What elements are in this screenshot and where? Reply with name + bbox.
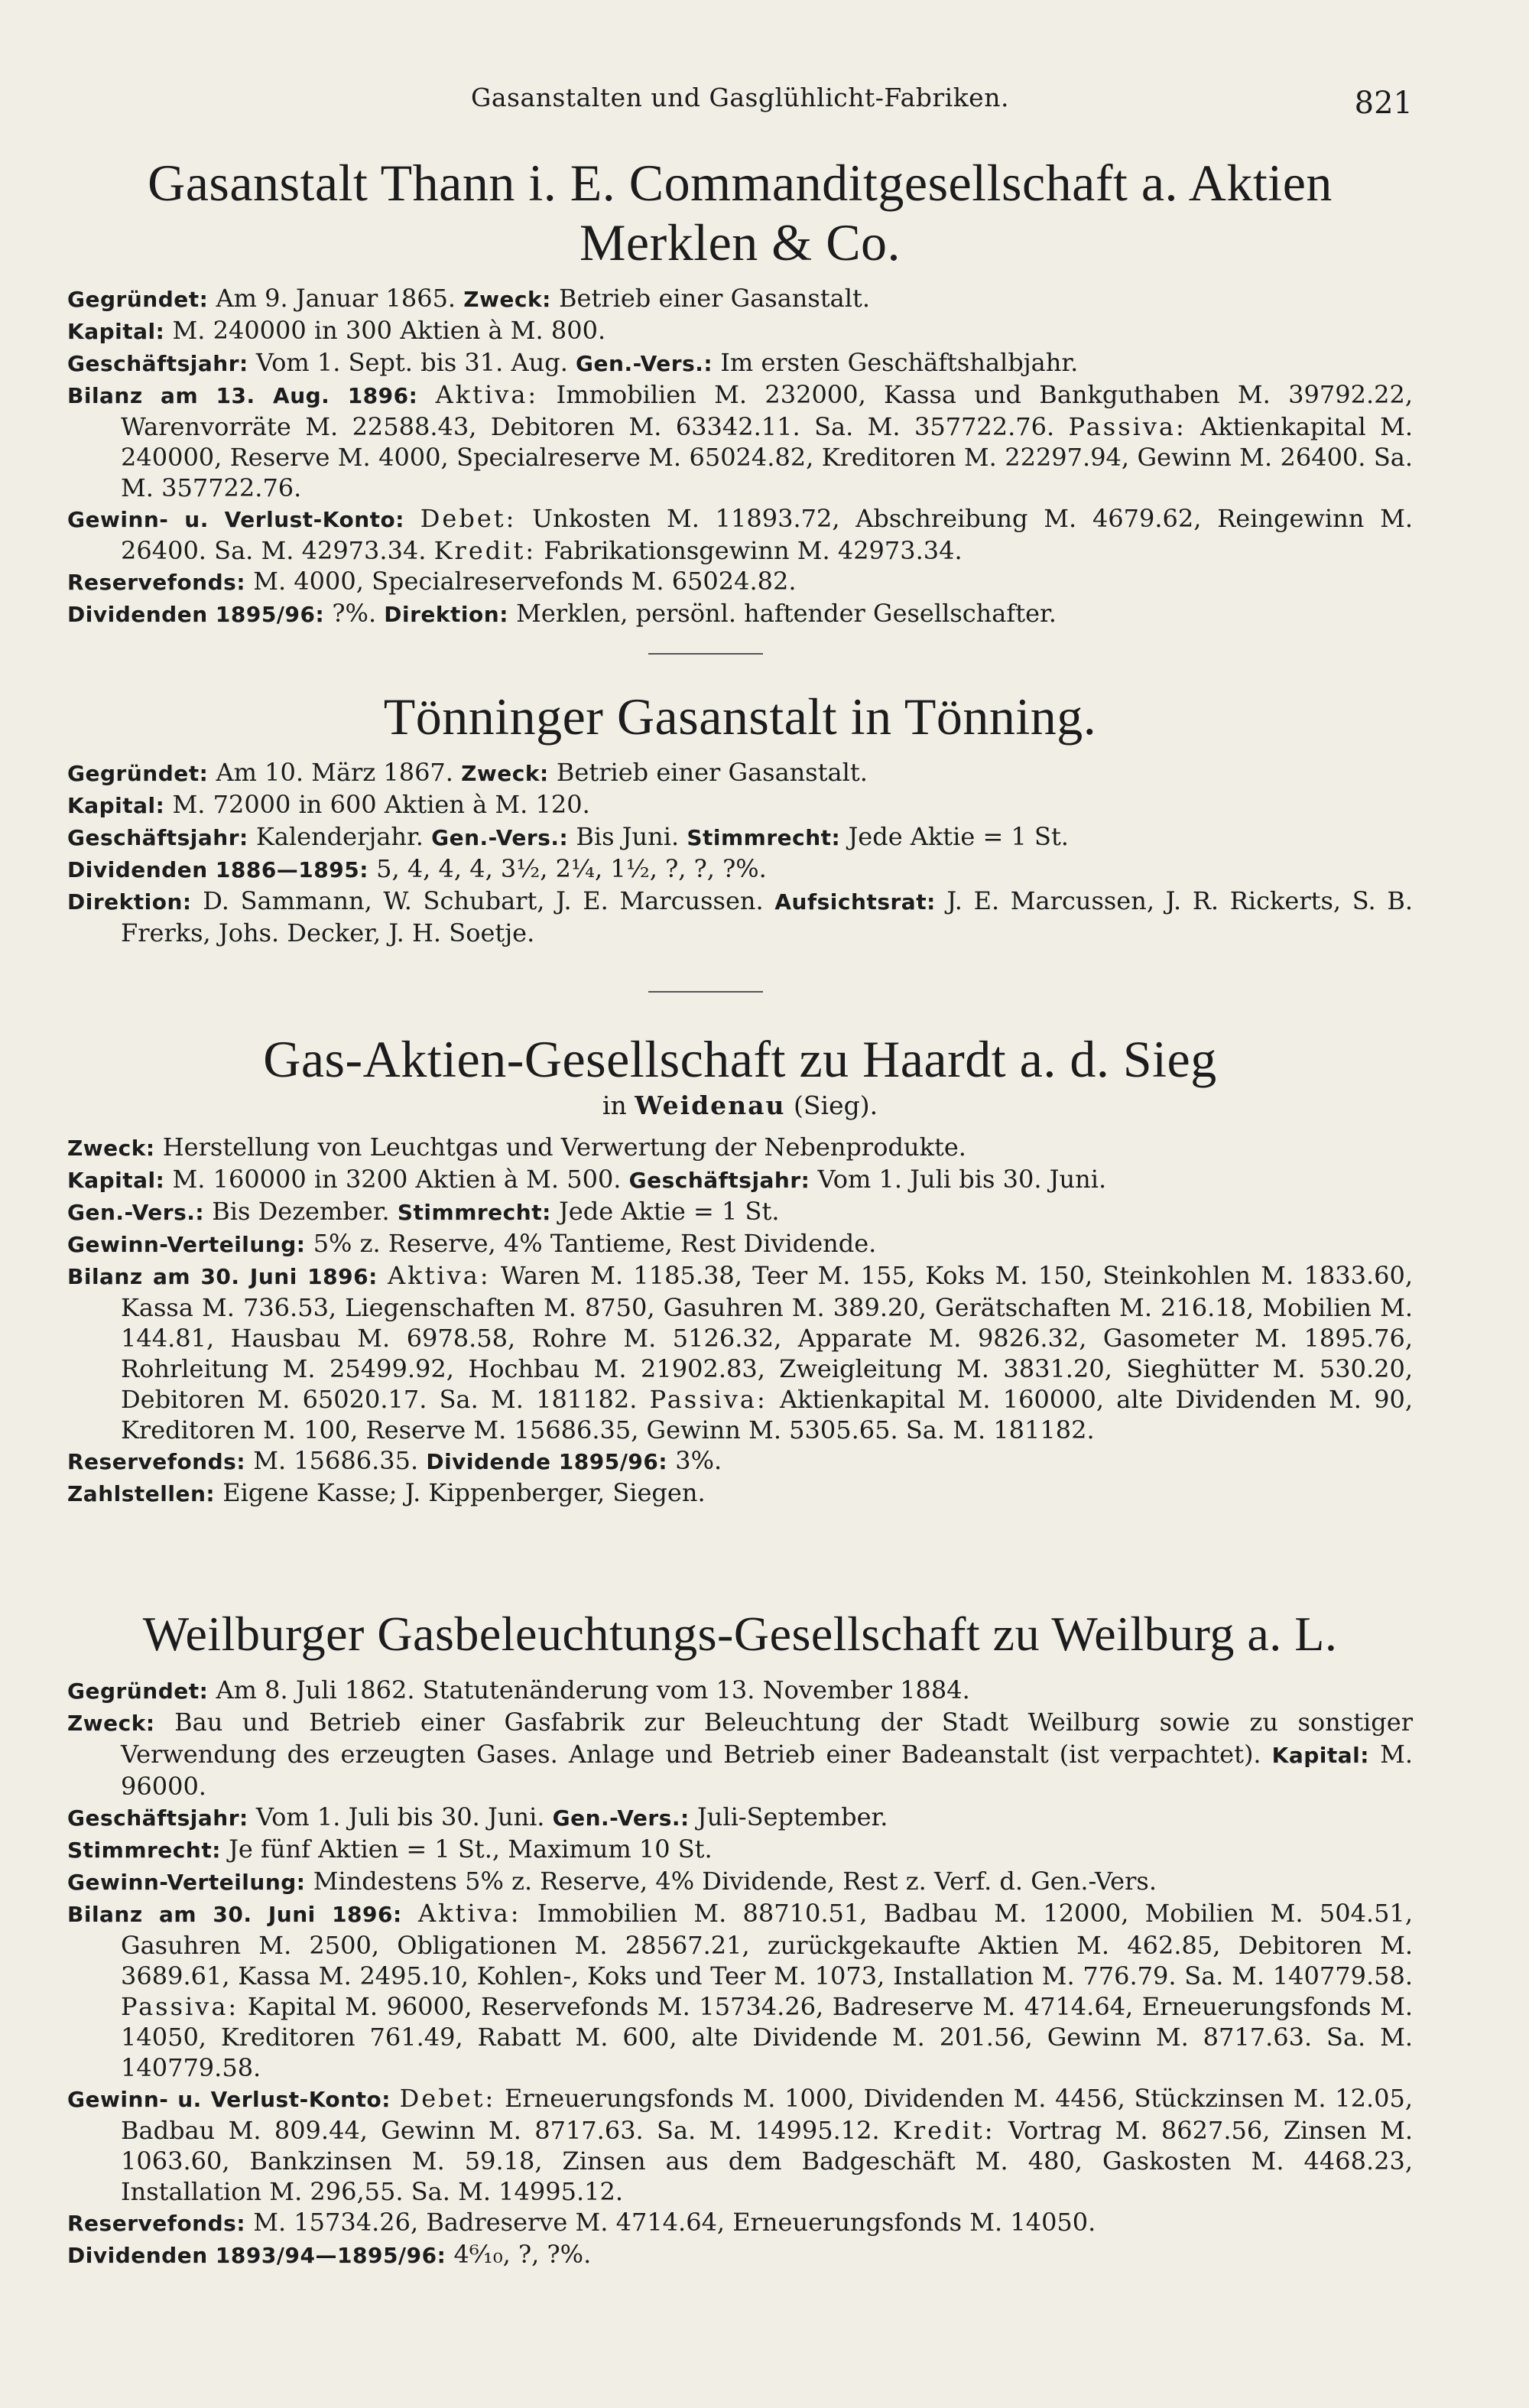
entry-sublabel: Passiva: xyxy=(1068,412,1187,441)
entry-text: M. 96000. xyxy=(121,1740,1413,1801)
entry-paragraph xyxy=(67,1477,1413,1509)
entry-label: Aufsichtsrat: xyxy=(774,889,936,915)
entry-text: Jede Aktie = 1 St. xyxy=(840,822,1069,851)
entry-label: Gen.-Vers.: xyxy=(67,1200,205,1225)
entry-text xyxy=(417,380,435,409)
page-number: 821 xyxy=(1354,86,1413,121)
entry-text: Jede Aktie = 1 St. xyxy=(550,1197,780,1226)
company-details xyxy=(67,1132,1413,1509)
entry-text: Betrieb einer Gasanstalt. xyxy=(548,758,868,787)
company-location xyxy=(67,1090,1413,1121)
entry-label: Direktion: xyxy=(384,602,508,627)
entry-text: Bau und Betrieb einer Gasfabrik zur Beleuchtung der Stadt Weilburg sowie zu sonstiger Verwendung des erzeugten Gases. Anlage und Betrieb einer Badeanstalt (ist verpachtet). xyxy=(121,1708,1413,1769)
entry-text: Bis Juni. xyxy=(568,822,687,851)
company-details xyxy=(67,757,1413,948)
location-prefix: in xyxy=(602,1090,635,1120)
entry-paragraph xyxy=(67,566,1413,598)
entry-label: Gewinn-Verteilung: xyxy=(67,1232,306,1257)
entry-text: Vom 1. Juli bis 30. Juni. xyxy=(248,1802,553,1831)
entry-text: Am 9. Januar 1865. xyxy=(208,284,464,313)
entry-text: Im ersten Geschäftshalbjahr. xyxy=(713,348,1079,377)
entry-paragraph xyxy=(67,1164,1413,1196)
entry-text: Vom 1. Juli bis 30. Juni. xyxy=(810,1165,1107,1194)
entry-sublabel: Kredit: xyxy=(433,536,537,565)
entry-label: Zweck: xyxy=(461,761,549,786)
entry-paragraph xyxy=(67,1196,1413,1228)
entry-label: Bilanz am 30. Juni 1896: xyxy=(67,1264,378,1289)
entry-sublabel: Passiva: xyxy=(649,1385,768,1414)
entry-text: Mindestens 5% z. Reserve, 4% Dividende, Rest z. Verf. d. Gen.-Vers. xyxy=(305,1867,1157,1896)
entry-sublabel: Debet: xyxy=(399,2084,496,2113)
entry-text: Aktienkapital M. 160000, alte Dividenden M. 90, Kreditoren M. 100, Reserve M. 15686.35, Gewinn M. 5305.65. Sa. M. 181182. xyxy=(121,1385,1414,1444)
entry-text: Vortrag M. 8627.56, Zinsen M. 1063.60, Bankzinsen M. 59.18, Zinsen aus dem Badgeschäft M. 480, Gaskosten M. 4468.23, Installation M. 296,55. Sa. M. 14995.12. xyxy=(121,2116,1414,2206)
company-details xyxy=(67,283,1413,630)
company-title-line2: Merklen & Co. xyxy=(579,213,901,271)
entry-label: Stimmrecht: xyxy=(397,1200,551,1225)
entry-label: Direktion: xyxy=(67,889,192,915)
company-title: Tönninger Gasanstalt in Tönning. xyxy=(383,687,1097,746)
entry-text: Am 10. März 1867. xyxy=(208,758,462,787)
entry-label: Kapital: xyxy=(67,1168,165,1193)
entry-sublabel: Aktiva: xyxy=(388,1261,491,1290)
entry-label: Dividenden 1893/94—1895/96: xyxy=(67,2243,446,2268)
entry-label: Zweck: xyxy=(67,1136,155,1161)
entry-label: Geschäftsjahr: xyxy=(628,1168,810,1193)
entry-paragraph xyxy=(67,1260,1413,1445)
entry-label: Reservefonds: xyxy=(67,570,246,595)
entry-text: Waren M. 1185.38, Teer M. 155, Koks M. 150, Steinkohlen M. 1833.60, Kassa M. 736.53, Liegenschaften M. 8750, Gasuhren M. 389.20, Gerätschaften M. 216.18, Mobilien M. 144.81, Hausbau M. 6978.58, Rohre M. 5126.32, Apparate M. 9826.32, Gasometer M. 1895.76, Rohrleitung M. 25499.92, Hochbau M. 21902.83, Zweigleitung M. 3831.20, Sieghütter M. 530.20, Debitoren M. 65020.17. Sa. M. 181182. xyxy=(121,1261,1414,1414)
entry-label: Dividende 1895/96: xyxy=(426,1449,668,1474)
entry-label: Reservefonds: xyxy=(67,1449,246,1474)
entry-sublabel: Aktiva: xyxy=(417,1899,521,1928)
entry-text: Kapital M. 96000, Reservefonds M. 15734.26, Badreserve M. 4714.64, Erneuerungsfonds M. 14050, Kreditoren 761.49, Rabatt M. 600, alte Dividende M. 201.56, Gewinn M. 8717.63. Sa. M. 140779.58. xyxy=(121,1992,1413,2082)
location-suffix: (Sieg). xyxy=(785,1090,878,1120)
entry-text: Aktienkapital M. 240000, Reserve M. 4000, Specialreserve M. 65024.82, Kreditoren M. 22297.94, Gewinn M. 26400. Sa. M. 357722.76. xyxy=(121,412,1414,502)
entry-sublabel: Debet: xyxy=(420,504,517,533)
company-section xyxy=(67,153,1413,630)
entry-paragraph xyxy=(67,315,1413,347)
entry-text xyxy=(391,2084,400,2113)
entry-text: Erneuerungsfonds M. 1000, Dividenden M. 4456, Stückzinsen M. 12.05, Badbau M. 809.44, Gewinn M. 8717.63. Sa. M. 14995.12. xyxy=(121,2084,1414,2145)
entry-text: Am 8. Juli 1862. Statutenänderung vom 13. November 1884. xyxy=(208,1675,970,1704)
entry-paragraph xyxy=(67,1802,1413,1834)
entry-paragraph xyxy=(67,1132,1413,1164)
entry-label: Zweck: xyxy=(67,1711,155,1736)
entry-text: Unkosten M. 11893.72, Abschreibung M. 4679.62, Reingewinn M. 26400. Sa. M. 42973.34. xyxy=(121,504,1414,565)
entry-text: ?%. xyxy=(324,599,385,628)
entry-text: 3%. xyxy=(667,1446,722,1475)
entry-label: Reservefonds: xyxy=(67,2211,246,2236)
entry-label: Kapital: xyxy=(67,319,165,344)
entry-paragraph xyxy=(67,1834,1413,1866)
entry-label: Dividenden 1886—1895: xyxy=(67,857,368,882)
section-divider xyxy=(648,653,763,655)
entry-text: Vom 1. Sept. bis 31. Aug. xyxy=(248,348,576,377)
entry-label: Gen.-Vers.: xyxy=(576,351,713,376)
entry-text: Kalenderjahr. xyxy=(248,822,432,851)
company-title: Weilburger Gasbeleuchtungs-Gesellschaft zu Weilburg a. L. xyxy=(142,1607,1338,1661)
entry-text: Bis Dezember. xyxy=(204,1197,398,1226)
entry-sublabel: Passiva: xyxy=(121,1992,239,2021)
company-title: Gasanstalt Thann i. E. Commanditgesellschaft a. Aktien xyxy=(148,154,1333,212)
entry-paragraph xyxy=(67,1675,1413,1707)
entry-sublabel: Aktiva: xyxy=(435,380,539,409)
company-title: Gas-Aktien-Gesellschaft zu Haardt a. d. Sieg xyxy=(263,1030,1217,1088)
entry-paragraph xyxy=(67,2207,1413,2239)
entry-text: J. E. Marcussen, J. R. Rickerts, S. B. Frerks, Johs. Decker, J. H. Soetje. xyxy=(121,886,1414,947)
entry-paragraph xyxy=(67,886,1413,948)
entry-text: M. 15686.35. xyxy=(245,1446,427,1475)
entry-paragraph xyxy=(67,789,1413,821)
entry-paragraph xyxy=(67,1707,1413,1802)
entry-sublabel: Kredit: xyxy=(893,2116,995,2145)
entry-label: Gen.-Vers.: xyxy=(431,825,569,850)
entry-paragraph xyxy=(67,1445,1413,1477)
entry-paragraph xyxy=(67,2239,1413,2271)
entry-text: 5, 4, 4, 4, 3½, 2¼, 1½, ?, ?, ?%. xyxy=(368,854,767,883)
section-divider xyxy=(648,991,763,993)
entry-label: Geschäftsjahr: xyxy=(67,825,248,850)
entry-label: Zahlstellen: xyxy=(67,1481,216,1506)
entry-paragraph xyxy=(67,1866,1413,1898)
entry-text: Immobilien M. 232000, Kassa und Bankguthaben M. 39792.22, Warenvorräte M. 22588.43, Debitoren M. 63342.11. Sa. M. 357722.76. xyxy=(121,380,1414,441)
entry-label: Stimmrecht: xyxy=(67,1838,221,1863)
entry-text: M. 160000 in 3200 Aktien à M. 500. xyxy=(164,1165,629,1194)
entry-text: M. 4000, Specialreservefonds M. 65024.82. xyxy=(245,567,797,596)
entry-paragraph xyxy=(67,379,1413,503)
entry-label: Gewinn- u. Verlust-Konto: xyxy=(67,2087,391,2112)
entry-text: Fabrikationsgewinn M. 42973.34. xyxy=(536,536,963,565)
entry-text xyxy=(378,1261,388,1290)
entry-text: M. 240000 in 300 Aktien à M. 800. xyxy=(164,316,606,345)
entry-text: 5% z. Reserve, 4% Tantieme, Rest Dividende. xyxy=(305,1229,877,1258)
entry-paragraph xyxy=(67,853,1413,886)
location-name: Weidenau xyxy=(635,1090,786,1120)
entry-text: Je fünf Aktien = 1 St., Maximum 10 St. xyxy=(220,1834,713,1864)
entry-label: Gegründet: xyxy=(67,1678,209,1704)
entry-text: Eigene Kasse; J. Kippenberger, Siegen. xyxy=(215,1478,706,1507)
entry-label: Gen.-Vers.: xyxy=(552,1805,690,1831)
entry-label: Geschäftsjahr: xyxy=(67,351,248,376)
entry-text xyxy=(402,1899,418,1928)
entry-text xyxy=(404,504,420,533)
entry-text: M. 72000 in 600 Aktien à M. 120. xyxy=(164,790,590,819)
entry-label: Gewinn-Verteilung: xyxy=(67,1870,306,1895)
entry-paragraph xyxy=(67,757,1413,789)
entry-label: Bilanz am 30. Juni 1896: xyxy=(67,1902,402,1927)
entry-text: Herstellung von Leuchtgas und Verwertung der Nebenprodukte. xyxy=(154,1133,966,1162)
entry-text: Betrieb einer Gasanstalt. xyxy=(550,284,871,313)
entry-paragraph xyxy=(67,821,1413,853)
entry-paragraph xyxy=(67,1898,1413,2083)
entry-text: M. 15734.26, Badreserve M. 4714.64, Erneuerungsfonds M. 14050. xyxy=(245,2208,1096,2237)
entry-label: Bilanz am 13. Aug. 1896: xyxy=(67,383,418,408)
company-section xyxy=(67,687,1413,948)
entry-label: Kapital: xyxy=(1271,1743,1369,1768)
entry-paragraph xyxy=(67,598,1413,630)
entry-paragraph xyxy=(67,347,1413,379)
entry-label: Geschäftsjahr: xyxy=(67,1805,248,1831)
entry-text: 4⁶⁄₁₀, ?, ?%. xyxy=(446,2240,592,2269)
entry-text: D. Sammann, W. Schubart, J. E. Marcussen. xyxy=(191,886,775,915)
entry-paragraph xyxy=(67,283,1413,315)
entry-label: Stimmrecht: xyxy=(687,825,841,850)
entry-paragraph xyxy=(67,503,1413,566)
entry-text: Juli-September. xyxy=(689,1802,888,1831)
entry-label: Gegründet: xyxy=(67,761,209,786)
company-section xyxy=(67,1029,1413,1509)
running-header: Gasanstalten und Gasglühlicht-Fabriken. xyxy=(471,83,1009,112)
entry-label: Dividenden 1895/96: xyxy=(67,602,325,627)
entry-label: Gewinn- u. Verlust-Konto: xyxy=(67,507,404,532)
entry-label: Kapital: xyxy=(67,793,165,818)
entry-text: Merklen, persönl. haftender Gesellschafter. xyxy=(508,599,1057,628)
company-details xyxy=(67,1675,1413,2271)
entry-paragraph xyxy=(67,1228,1413,1260)
entry-paragraph xyxy=(67,2083,1413,2207)
entry-text: Immobilien M. 88710.51, Badbau M. 12000, Mobilien M. 504.51, Gasuhren M. 2500, Obligationen M. 28567.21, zurückgekaufte Aktien M. 462.85, Debitoren M. 3689.61, Kassa M. 2495.10, Kohlen-, Koks und Teer M. 1073, Installation M. 776.79. Sa. M. 140779.58. xyxy=(121,1899,1413,1990)
company-section xyxy=(67,1604,1413,2271)
entry-label: Gegründet: xyxy=(67,287,209,312)
entry-label: Zweck: xyxy=(463,287,551,312)
